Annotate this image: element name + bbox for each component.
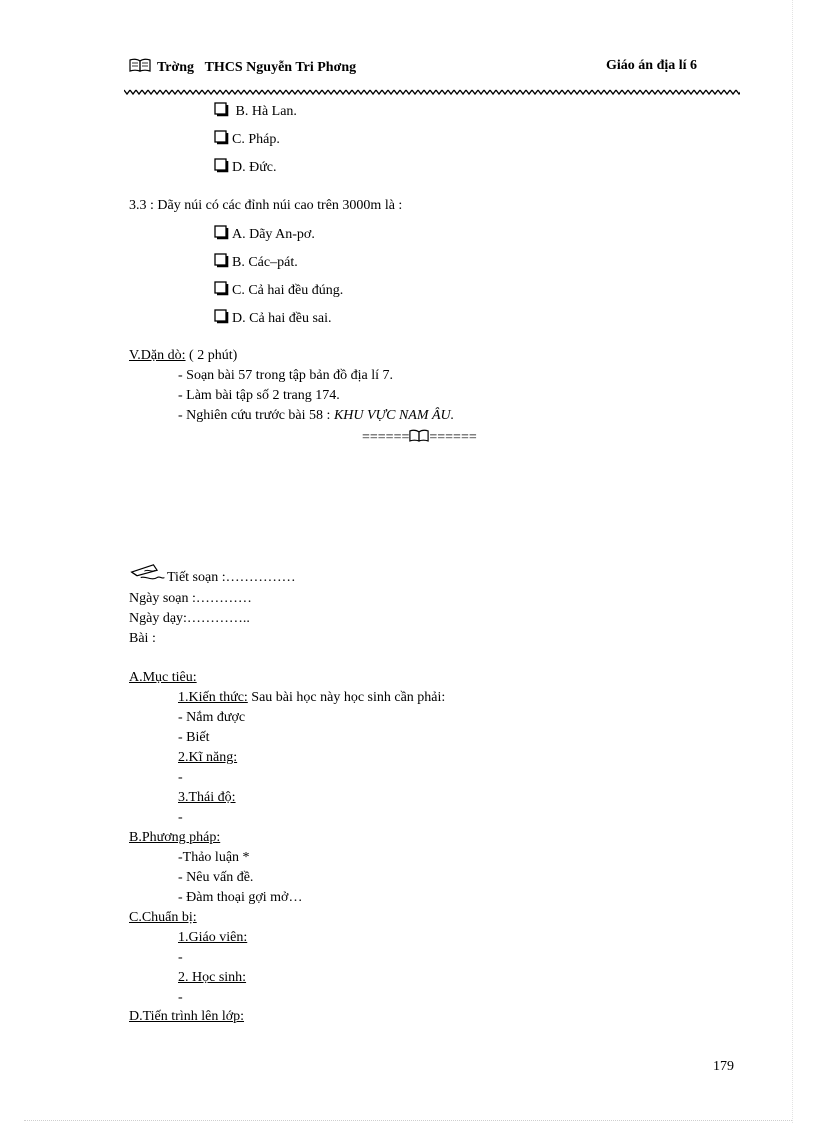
checkbox-icon	[214, 102, 230, 118]
skills-title: 2.Kĩ năng:	[178, 750, 238, 765]
method-item-1: -Thảo luận *	[178, 850, 250, 865]
homework-item-2: - Làm bài tập số 2 trang 174.	[178, 388, 340, 403]
option-c-prev: C. Pháp.	[214, 130, 280, 148]
knowledge-item-2: - Biết	[178, 730, 210, 745]
option-d-prev: D. Đức.	[214, 158, 277, 176]
option-b: B. Các–pát.	[214, 253, 298, 271]
page-right-border	[792, 0, 793, 1123]
section-b-title: B.Phương pháp:	[129, 830, 221, 845]
section-d-title: D.Tiến trình lên lớp:	[129, 1009, 245, 1024]
school-word: Trờng	[157, 60, 195, 75]
section-a-title: A.Mục tiêu:	[129, 670, 197, 685]
checkbox-icon	[214, 130, 230, 146]
student-dash: -	[178, 990, 183, 1005]
option-d: D. Cả hai đều sai.	[214, 309, 332, 327]
knowledge-line	[178, 690, 445, 706]
checkbox-icon	[214, 253, 230, 269]
option-a: A. Dãy An-pơ.	[214, 225, 315, 243]
checkbox-icon	[214, 158, 230, 174]
option-b-prev: B. Hà Lan.	[214, 102, 297, 120]
teacher-title: 1.Giáo viên:	[178, 930, 248, 945]
tiet-soan: Tiết soạn :……………	[129, 563, 296, 586]
attitude-dash: -	[178, 810, 183, 825]
knowledge-item-1: - Nắm được	[178, 710, 246, 725]
open-book-icon	[129, 58, 151, 72]
option-c: C. Cả hai đều đúng.	[214, 281, 343, 299]
method-item-2: - Nêu vấn đề.	[178, 870, 254, 885]
section-c-title: C.Chuẩn bị:	[129, 910, 197, 925]
header-school	[129, 58, 356, 76]
ngay-day: Ngày dạy:…………..	[129, 611, 250, 626]
skills-dash: -	[178, 770, 183, 785]
checkbox-icon	[214, 225, 230, 241]
bai: Bài :	[129, 631, 156, 646]
open-book-icon	[409, 429, 429, 442]
teacher-dash: -	[178, 950, 183, 965]
page-number: 179	[713, 1059, 734, 1074]
school-name: THCS Nguyễn Tri Phơng	[204, 60, 357, 75]
page-bottom-border	[24, 1120, 792, 1121]
ngay-soan: Ngày soạn :…………	[129, 591, 252, 606]
student-title: 2. Học sinh:	[178, 970, 247, 985]
question-3-3: 3.3 : Dãy núi có các đỉnh núi cao trên 3000m là :	[129, 198, 403, 213]
header-subject: Giáo án địa lí 6	[606, 58, 698, 73]
checkbox-icon	[214, 309, 230, 325]
knowledge-title: 1.Kiến thức:	[178, 690, 248, 705]
next-lesson: KHU VỰC NAM ÂU.	[333, 408, 455, 423]
homework-item-1: - Soạn bài 57 trong tập bản đồ địa lí 7.	[178, 368, 394, 383]
attitude-title: 3.Thái độ:	[178, 790, 236, 805]
homework-heading	[129, 348, 237, 364]
homework-title: V.Dặn dò:	[129, 348, 186, 363]
knowledge-text: Sau bài học này học sinh cần phải:	[247, 690, 446, 705]
pencil-writing-icon	[129, 563, 167, 583]
homework-time: ( 2 phút)	[185, 348, 238, 363]
header-divider	[124, 88, 740, 96]
homework-item-3: - Nghiên cứu trước bài 58 : KHU VỰC NAM ÂU.	[178, 408, 455, 423]
checkbox-icon	[214, 281, 230, 297]
method-item-3: - Đàm thoại gợi mở…	[178, 890, 303, 905]
section-separator: ====== ======	[362, 430, 477, 445]
